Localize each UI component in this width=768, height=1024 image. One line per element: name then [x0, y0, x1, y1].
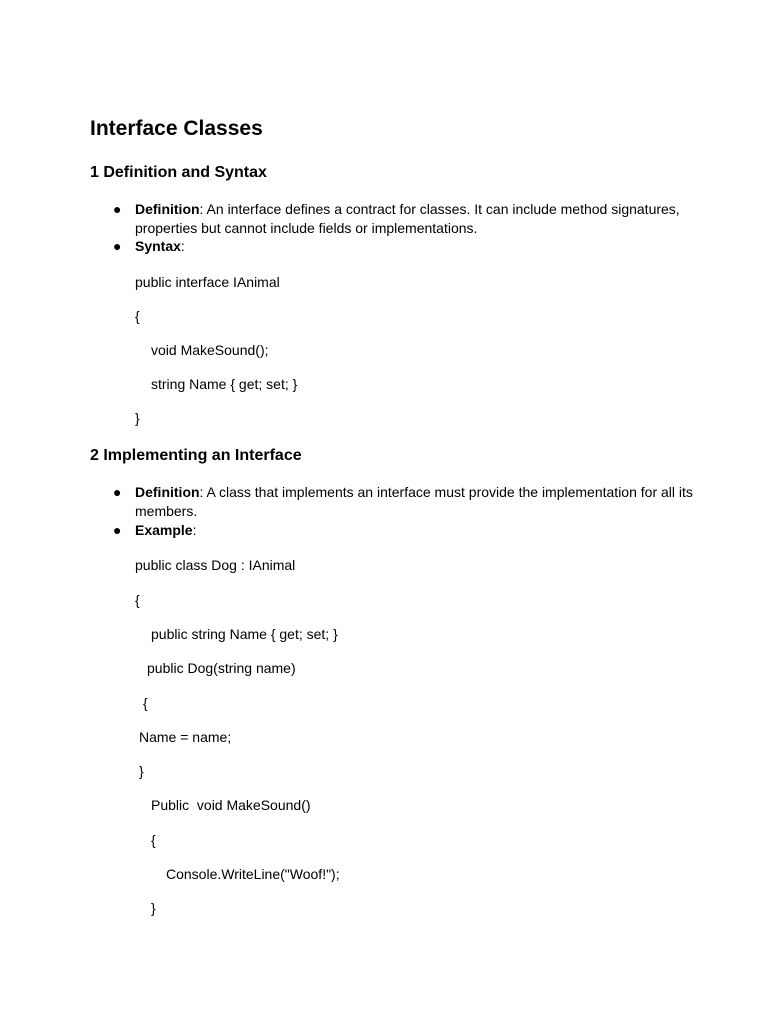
code-line: Name = name;: [139, 729, 232, 745]
bullet-icon: ●: [113, 201, 122, 217]
bullet-text: : An interface defines a contract for classes. It can include method signatures, properties but cannot include fields or implementations.: [135, 201, 680, 236]
bullet-text: : A class that implements an interface must provide the implementation for all its members.: [135, 484, 693, 519]
bullet-icon: ●: [113, 238, 122, 254]
bullet-example: [113, 521, 695, 540]
bullet-term: Syntax: [135, 238, 181, 254]
code-line: {: [135, 592, 140, 608]
document-title: Interface Classes: [90, 117, 263, 140]
bullet-icon: ●: [113, 484, 122, 500]
bullet-term: Example: [135, 522, 193, 538]
code-line: }: [135, 410, 140, 426]
bullet-syntax: [113, 237, 695, 256]
code-line: void MakeSound();: [151, 342, 269, 358]
code-line: }: [139, 763, 144, 779]
bullet-icon: ●: [113, 522, 122, 538]
code-line: public interface IAnimal: [135, 274, 280, 290]
code-line: }: [151, 900, 156, 916]
bullet-definition: [113, 483, 695, 521]
code-line: {: [151, 832, 156, 848]
code-line: public class Dog : IAnimal: [135, 557, 296, 573]
code-line: Public void MakeSound(): [151, 797, 311, 813]
section-heading-implementing-interface: 2 Implementing an Interface: [90, 447, 302, 464]
code-line: {: [143, 695, 148, 711]
section-heading-definition-syntax: 1 Definition and Syntax: [90, 164, 267, 181]
bullet-text: :: [180, 238, 185, 254]
bullet-definition: [113, 200, 695, 238]
code-line: Console.WriteLine("Woof!");: [166, 866, 340, 882]
code-line: public Dog(string name): [147, 660, 296, 676]
bullet-term: Definition: [135, 201, 200, 217]
bullet-term: Definition: [135, 484, 200, 500]
code-line: public string Name { get; set; }: [151, 626, 338, 642]
code-line: {: [135, 308, 140, 324]
bullet-text: :: [192, 522, 197, 538]
code-line: string Name { get; set; }: [151, 376, 298, 392]
